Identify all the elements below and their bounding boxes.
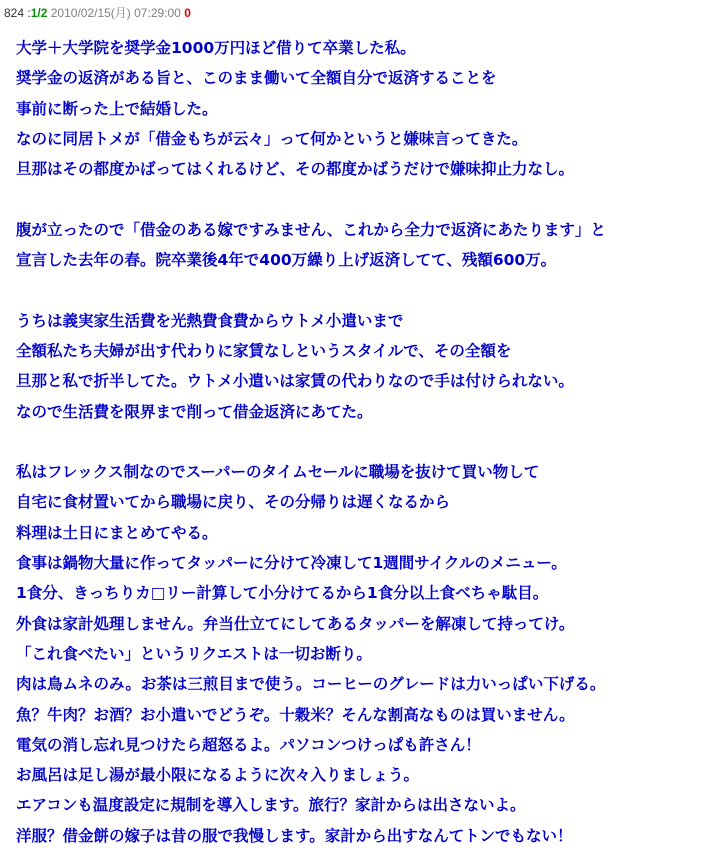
post-body-line: 腹が立ったので「借金のある嫁ですみません、これから全力で返済にあたります」と (16, 220, 606, 239)
post-body-line: 魚？牛肉？お酒？お小遣いでどうぞ。十穀米？そんな割高なものは買いません。 (16, 705, 575, 724)
post-body-line: 旦那はその都度かばってはくれるけど、その都度かばうだけで嫌味抑止力なし。 (16, 160, 575, 179)
post-body-line: 電気の消し忘れ見つけたら超怒るよ。パソコンつけっぱも許さん！ (16, 735, 481, 754)
post-body-line: 肉は鳥ムネのみ。お茶は三煎目まで使う。コーヒーのグレードは力いっぱい下げる。 (16, 675, 606, 694)
post-body (16, 33, 696, 851)
post-body-line: 大学＋大学院を奨学金1000万円ほど借りて卒業した私。 (16, 39, 416, 57)
post-body-line: 事前に断った上で結婚した。 (16, 99, 218, 118)
post-body-line: お風呂は足し湯が最小限になるように次々入りましょう。 (16, 766, 420, 785)
post-ratio: 1/2 (30, 6, 48, 20)
post-body-line: 洋服？借金餅の嫁子は昔の服で我慢します。家計から出すなんてトンでもない！ (16, 826, 573, 845)
post-body-line: 旦那と私で折半してた。ウトメ小遣いは家賃の代わりなので手は付けられない。 (16, 372, 574, 391)
post-body-line: 「これ食べたい」というリクエストは一切お断り。 (16, 644, 372, 663)
post-body-line: なので生活費を限界まで削って借金返済にあてた。 (16, 402, 373, 421)
header-separator: : (27, 6, 31, 20)
blank-line (16, 275, 696, 305)
post-body-line: 奨学金の返済がある旨と、このまま働いて全額自分で返済することを (16, 69, 497, 88)
post-body-line: うちは義実家生活費を光熱費食費からウトメ小遣いまで (16, 311, 404, 330)
post-body-line: 私はフレックス制なのでスーパーのタイムセールに職場を抜けて買い物して (16, 463, 540, 482)
post-body-line: 食事は鍋物大量に作ってタッパーに分けて冷凍して1週間サイクルのメニュー。 (16, 554, 567, 573)
blank-line (16, 184, 696, 214)
post-body-line: 1食分、きっちりカ□リー計算して小分けてるから1食分以上食べちゃ駄目。 (16, 584, 549, 603)
post-body-line: 料理は土日にまとめてやる。 (16, 523, 218, 542)
post-body-line: 宣言した去年の春。院卒業後4年で400万繰り上げ返済してて、残額600万。 (16, 251, 557, 270)
post-body-line: 全額私たち夫婦が出す代わりに家賃なしというスタイルで、その全額を (16, 341, 512, 360)
post-score: 0 (184, 6, 191, 20)
post-body-line: 自宅に食材置いてから職場に戻り、その分帰りは遅くなるから (16, 493, 451, 512)
post-body-line: なのに同居トメが「借金もちが云々」って何かというと嫌味言ってきた。 (16, 129, 528, 148)
post-body-line: 外食は家計処理しません。弁当仕立てにしてあるタッパーを解凍して持ってけ。 (16, 614, 575, 633)
post-number[interactable]: 824 (4, 6, 25, 20)
blank-line (16, 427, 696, 457)
post-header (4, 3, 191, 23)
post-body-line: エアコンも温度設定に規制を導入します。旅行？家計からは出さないよ。 (16, 796, 526, 815)
post-datetime: 2010/02/15(月) 07:29:00 (50, 6, 181, 20)
